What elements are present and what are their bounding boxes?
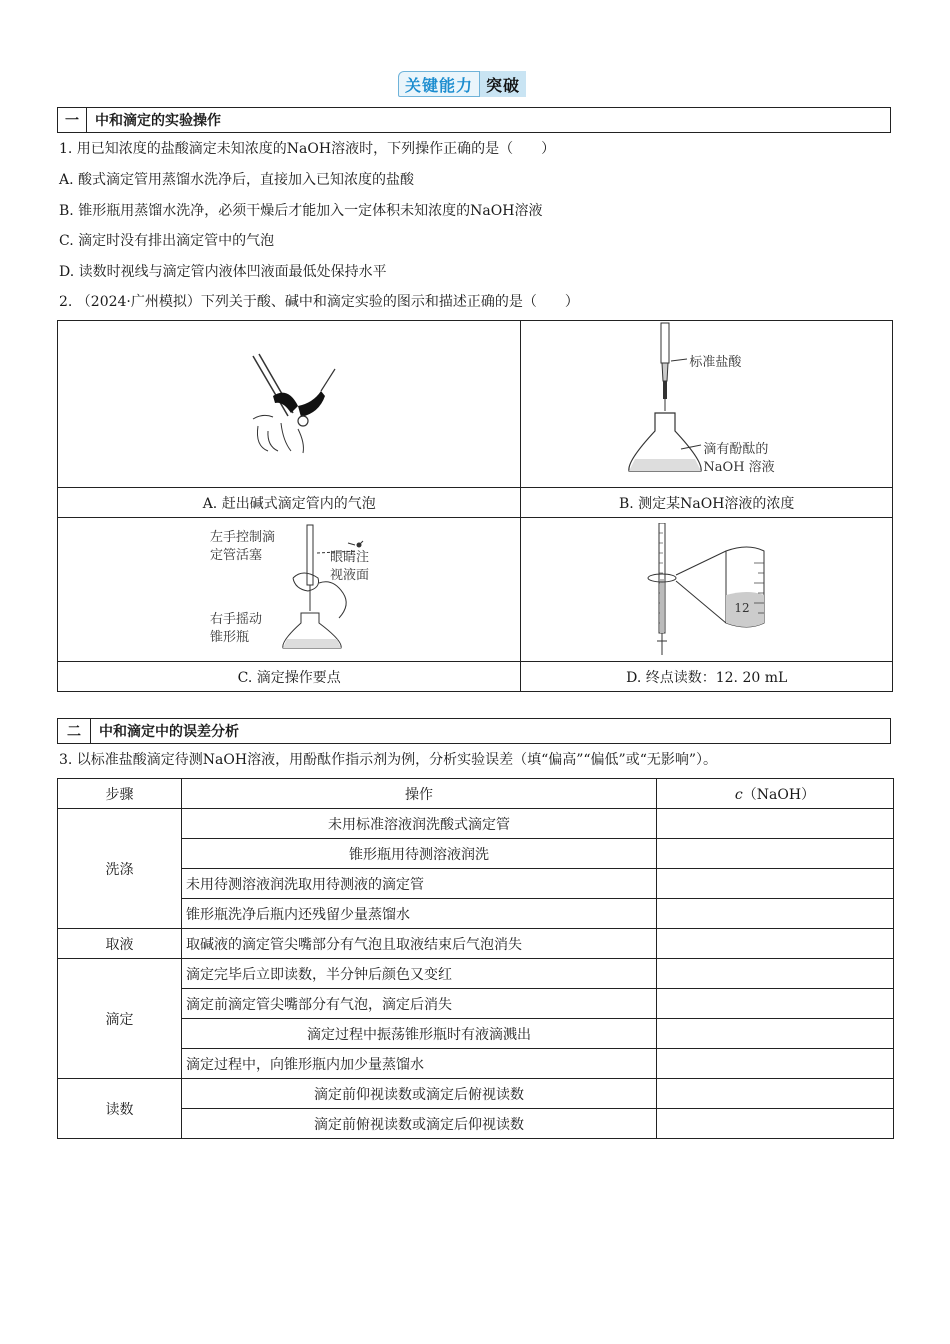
- answer-blank[interactable]: [657, 1019, 894, 1049]
- table-row: [58, 1109, 894, 1139]
- figure-d-label-mark: 12: [734, 601, 750, 615]
- header-step: 步骤: [58, 779, 182, 809]
- operation-cell: 滴定过程中，向锥形瓶内加少量蒸馏水: [182, 1049, 657, 1079]
- figure-c-label-right-2: 锥形瓶: [210, 630, 250, 645]
- table-row: [58, 959, 894, 989]
- answer-blank[interactable]: [657, 1049, 894, 1079]
- figure-b-cell: [521, 321, 893, 488]
- banner-breakthrough: 突破: [480, 71, 526, 97]
- figure-table: [57, 320, 893, 692]
- section-number: 一: [58, 108, 87, 132]
- table-row: [58, 1049, 894, 1079]
- operation-cell: 滴定前俯视读数或滴定后仰视读数: [182, 1109, 657, 1139]
- question-2-stem: 2. （2024·广州模拟）下列关于酸、碱中和滴定实验的图示和描述正确的是（ ）: [59, 294, 579, 310]
- question-1-option-c: C. 滴定时没有排出滴定管中的气泡: [59, 233, 275, 249]
- step-titrate: 滴定: [58, 959, 182, 1079]
- figure-c-label-left-1: 左手控制滴: [210, 530, 276, 545]
- table-row: [58, 869, 894, 899]
- header-result: [657, 779, 894, 809]
- banner-key-ability: 关键能力: [398, 71, 480, 97]
- header-result-label: （NaOH）: [742, 786, 816, 803]
- figure-a-illustration: [243, 351, 343, 456]
- figure-b-caption: B. 测定某NaOH溶液的浓度: [521, 488, 893, 518]
- answer-blank[interactable]: [657, 1079, 894, 1109]
- operation-cell: 未用标准溶液润洗酸式滴定管: [182, 809, 657, 839]
- figure-b-label-base-2: NaOH 溶液: [703, 460, 775, 475]
- figure-a-caption: A. 赶出碱式滴定管内的气泡: [58, 488, 521, 518]
- answer-blank[interactable]: [657, 1109, 894, 1139]
- figure-c-label-eye-2: 视液面: [330, 568, 370, 583]
- section-number: 二: [58, 719, 91, 743]
- table-row: [58, 839, 894, 869]
- operation-cell: 锥形瓶用待测溶液润洗: [182, 839, 657, 869]
- header-operation: 操作: [182, 779, 657, 809]
- table-row: [58, 929, 894, 959]
- section-header-2: [57, 718, 891, 744]
- answer-blank[interactable]: [657, 809, 894, 839]
- operation-cell: 滴定前仰视读数或滴定后俯视读数: [182, 1079, 657, 1109]
- operation-cell: 锥形瓶洗净后瓶内还残留少量蒸馏水: [182, 899, 657, 929]
- answer-blank[interactable]: [657, 839, 894, 869]
- answer-blank[interactable]: [657, 929, 894, 959]
- answer-blank[interactable]: [657, 989, 894, 1019]
- table-row: [58, 989, 894, 1019]
- table-header-row: [58, 779, 894, 809]
- figure-c-label-left-2: 定管活塞: [210, 548, 263, 563]
- figure-d-illustration: [646, 523, 776, 658]
- figure-b-label-base-1: 滴有酚酞的: [703, 442, 769, 457]
- table-row: [58, 1079, 894, 1109]
- section-title: 中和滴定的实验操作: [95, 113, 221, 129]
- step-read: 读数: [58, 1079, 182, 1139]
- figure-d-cell: [521, 518, 893, 662]
- question-1-stem: 1. 用已知浓度的盐酸滴定未知浓度的NaOH溶液时，下列操作正确的是（ ）: [59, 141, 556, 157]
- question-1-option-d: D. 读数时视线与滴定管内液体凹液面最低处保持水平: [59, 264, 387, 280]
- operation-cell: 滴定过程中振荡锥形瓶时有液滴溅出: [182, 1019, 657, 1049]
- figure-a-cell: [58, 321, 521, 488]
- figure-c-label-right-1: 右手摇动: [210, 612, 263, 627]
- error-analysis-table: [57, 778, 894, 1139]
- table-row: [58, 809, 894, 839]
- figure-c-cell: [58, 518, 521, 662]
- question-1-option-b: B. 锥形瓶用蒸馏水洗净，必须干燥后才能加入一定体积未知浓度的NaOH溶液: [59, 203, 543, 219]
- operation-cell: 滴定前滴定管尖嘴部分有气泡，滴定后消失: [182, 989, 657, 1019]
- answer-blank[interactable]: [657, 959, 894, 989]
- figure-c-label-eye-1: 眼睛注: [330, 550, 370, 565]
- figure-c-caption: C. 滴定操作要点: [58, 662, 521, 692]
- operation-cell: 取碱液的滴定管尖嘴部分有气泡且取液结束后气泡消失: [182, 929, 657, 959]
- operation-cell: 滴定完毕后立即读数，半分钟后颜色又变红: [182, 959, 657, 989]
- figure-c-illustration: [273, 523, 393, 653]
- figure-d-caption: D. 终点读数：12. 20 mL: [521, 662, 893, 692]
- answer-blank[interactable]: [657, 899, 894, 929]
- table-row: [58, 899, 894, 929]
- table-row: [58, 1019, 894, 1049]
- step-take: 取液: [58, 929, 182, 959]
- section-title: 中和滴定中的误差分析: [99, 724, 239, 740]
- header-result-symbol: c: [734, 786, 743, 803]
- section-banner: [398, 71, 526, 97]
- section-header-1: [57, 107, 891, 133]
- figure-b-label-acid: 标准盐酸: [689, 355, 742, 370]
- question-1-option-a: A. 酸式滴定管用蒸馏水洗净后，直接加入已知浓度的盐酸: [59, 172, 415, 188]
- question-3-stem: 3. 以标准盐酸滴定待测NaOH溶液，用酚酞作指示剂为例，分析实验误差（填“偏高”“偏低”或“无影响”）。: [59, 752, 718, 768]
- step-wash: 洗涤: [58, 809, 182, 929]
- answer-blank[interactable]: [657, 869, 894, 899]
- operation-cell: 未用待测溶液润洗取用待测液的滴定管: [182, 869, 657, 899]
